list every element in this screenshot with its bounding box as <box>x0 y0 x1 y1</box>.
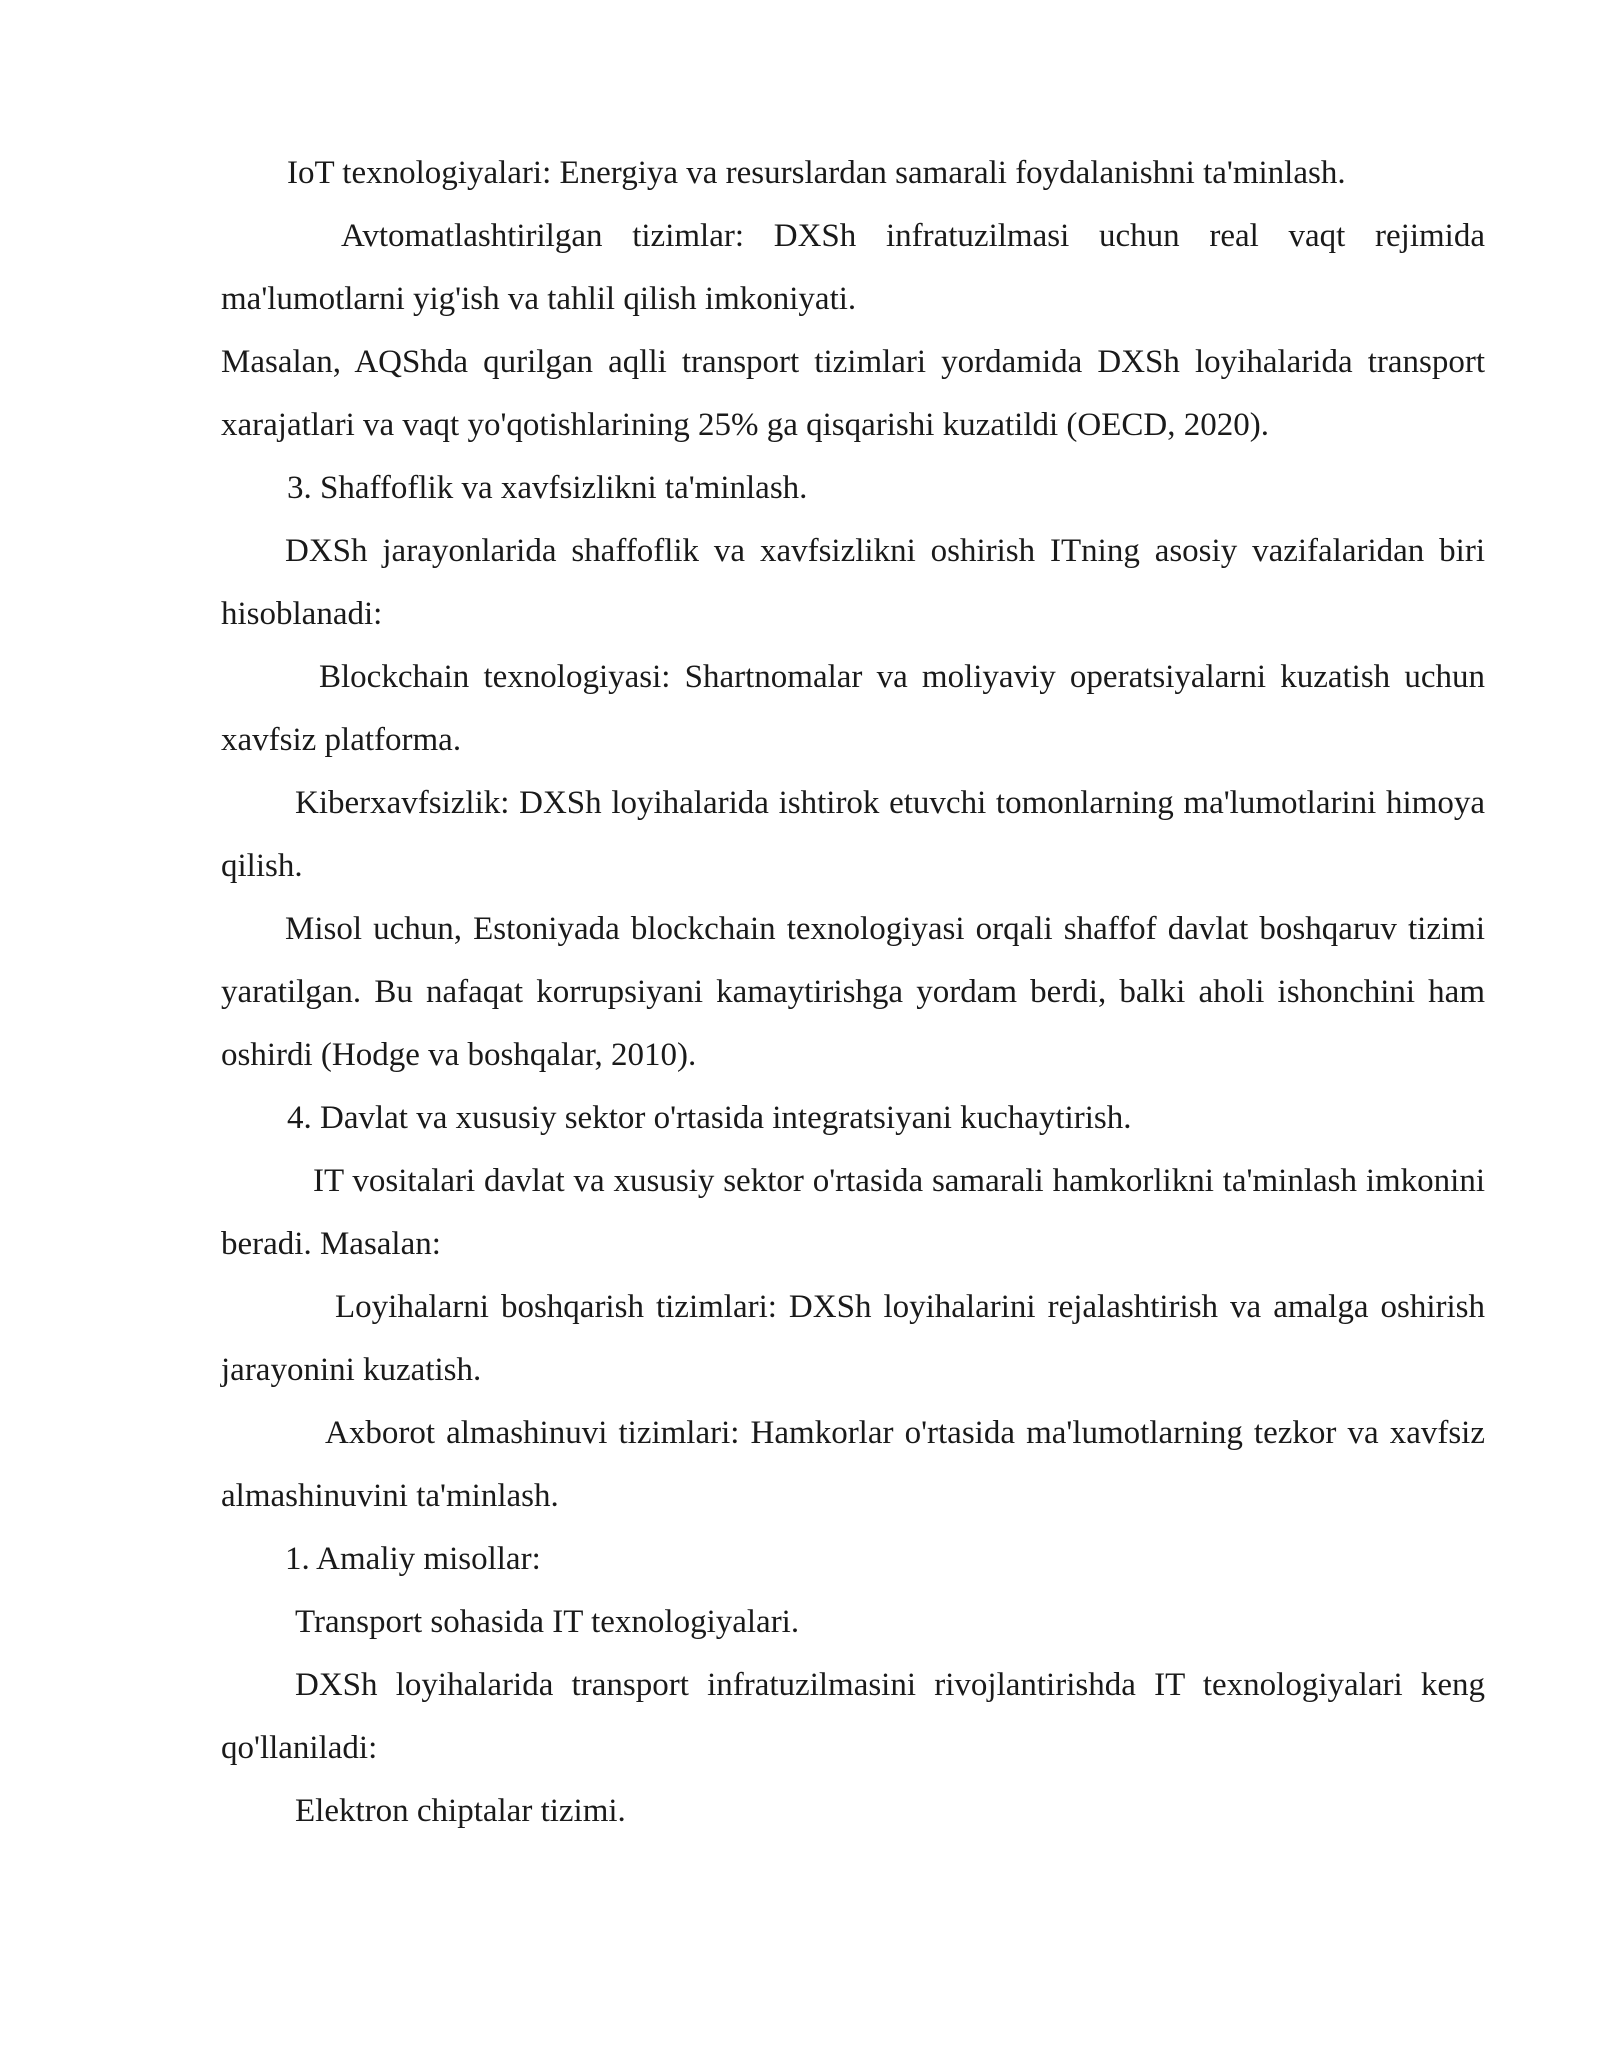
paragraph-electronic-tickets: Elektron chiptalar tizimi. <box>295 1793 626 1829</box>
section-heading-practical-examples: 1. Amaliy misollar: <box>285 1541 541 1577</box>
paragraph-transport-it: Transport sohasida IT texnologiyalari. <box>295 1604 800 1640</box>
paragraph-iot: IoT texnologiyalari: Energiya va resurslardan samarali foydalanishni ta'minlash. <box>287 155 1346 191</box>
paragraph-blockchain: Blockchain texnologiyasi: Shartnomalar va moliyaviy operatsiyalarni kuzatish uchun xavfsiz platforma. <box>221 659 1485 758</box>
paragraph-it-tools: IT vositalari davlat va xususiy sektor o'rtasida samarali hamkorlikni ta'minlash imkonini beradi. Masalan: <box>221 1163 1485 1262</box>
paragraph-transparency-intro: DXSh jarayonlarida shaffoflik va xavfsizlikni oshirish ITning asosiy vazifalaridan biri hisoblanadi: <box>221 533 1485 632</box>
section-heading-integration: 4. Davlat va xususiy sektor o'rtasida integratsiyani kuchaytirish. <box>287 1100 1132 1136</box>
section-heading-transparency: 3. Shaffoflik va xavfsizlikni ta'minlash. <box>287 470 808 506</box>
paragraph-project-management: Loyihalarni boshqarish tizimlari: DXSh loyihalarini rejalashtirish va amalga oshirish jarayonini kuzatish. <box>221 1289 1485 1388</box>
paragraph-estonia-example: Misol uchun, Estoniyada blockchain texnologiyasi orqali shaffof davlat boshqaruv tizimi yaratilgan. Bu nafaqat korrupsiyani kamaytirishga yordam berdi, balki aholi ishonchini ham oshirdi (Hodge va boshqalar, 2010). <box>221 911 1485 1073</box>
paragraph-automated-systems: Avtomatlashtirilgan tizimlar: DXSh infratuzilmasi uchun real vaqt rejimida ma'lumotlarni yig'ish va tahlil qilish imkoniyati. <box>221 218 1485 317</box>
document-body <box>221 142 1485 1843</box>
paragraph-usa-example: Masalan, AQShda qurilgan aqlli transport tizimlari yordamida DXSh loyihalarida transport xarajatlari va vaqt yo'qotishlarining 25% ga qisqarishi kuzatildi (OECD, 2020). <box>221 344 1485 443</box>
paragraph-information-exchange: Axborot almashinuvi tizimlari: Hamkorlar o'rtasida ma'lumotlarning tezkor va xavfsiz almashinuvini ta'minlash. <box>221 1415 1485 1514</box>
paragraph-cybersecurity: Kiberxavfsizlik: DXSh loyihalarida ishtirok etuvchi tomonlarning ma'lumotlarini himoya qilish. <box>221 785 1485 884</box>
paragraph-transport-infrastructure: DXSh loyihalarida transport infratuzilmasini rivojlantirishda IT texnologiyalari keng qo'llaniladi: <box>221 1667 1485 1766</box>
